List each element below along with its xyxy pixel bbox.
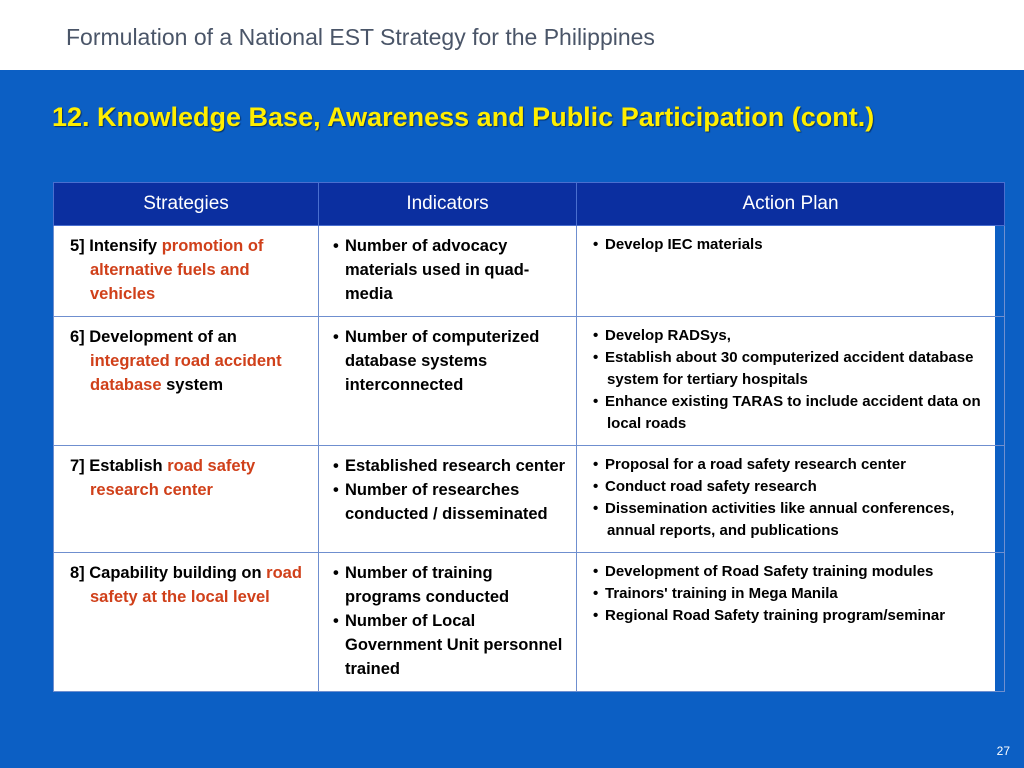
- strategy-text: [62, 561, 310, 609]
- action-item: • Establish about 30 computerized accident database system for tertiary hospitals: [593, 349, 974, 388]
- strategy-cell: [54, 317, 319, 446]
- action-item: • Regional Road Safety training program/seminar: [593, 607, 946, 624]
- strategy-highlight: integrated road accident database: [90, 352, 282, 394]
- action-item: • Conduct road safety research: [593, 478, 817, 495]
- slide-body: [0, 70, 1024, 768]
- table-header-row: [54, 183, 1005, 226]
- indicator-item: • Number of computerized database systems interconnected: [333, 328, 540, 394]
- header-strategies: Strategies: [54, 183, 319, 226]
- indicators-cell: [319, 446, 577, 553]
- header-indicators: Indicators: [319, 183, 577, 226]
- strategy-table: [53, 182, 995, 692]
- action-item: • Proposal for a road safety research center: [593, 456, 906, 473]
- action-item: • Development of Road Safety training modules: [593, 563, 934, 580]
- indicator-item: • Number of training programs conducted: [333, 564, 510, 606]
- strategy-highlight: promotion of alternative fuels and vehicles: [90, 237, 264, 303]
- strategy-prefix: 5] Intensify: [70, 237, 162, 255]
- actions-cell: [577, 553, 1005, 692]
- indicator-item: • Number of Local Government Unit personnel trained: [333, 612, 563, 678]
- strategy-text: [62, 325, 310, 397]
- indicator-item: • Number of advocacy materials used in quad-media: [333, 237, 530, 303]
- page-number: 27: [996, 744, 1010, 758]
- strategy-suffix: system: [161, 376, 224, 394]
- action-item: • Develop IEC materials: [593, 236, 763, 253]
- indicators-cell: [319, 317, 577, 446]
- table-row: [54, 317, 1005, 446]
- strategy-cell: [54, 446, 319, 553]
- table-row: [54, 226, 1005, 317]
- strategy-highlight: road safety research center: [90, 457, 256, 499]
- action-item: • Develop RADSys,: [593, 327, 731, 344]
- indicator-item: • Established research center: [333, 457, 566, 475]
- indicator-item: • Number of researches conducted / disseminated: [333, 481, 548, 523]
- slide-title: 12. Knowledge Base, Awareness and Public Participation (cont.): [52, 102, 875, 132]
- indicators-cell: [319, 226, 577, 317]
- table-row: [54, 553, 1005, 692]
- header-bar: [0, 0, 1024, 70]
- indicators-cell: [319, 553, 577, 692]
- action-item: • Enhance existing TARAS to include accident data on local roads: [593, 393, 981, 432]
- strategy-cell: [54, 226, 319, 317]
- presentation-title: Formulation of a National EST Strategy for the Philippines: [66, 24, 655, 50]
- table-row: [54, 446, 1005, 553]
- actions-cell: [577, 446, 1005, 553]
- action-item: • Dissemination activities like annual conferences, annual reports, and publications: [593, 500, 955, 539]
- strategy-highlight: road safety at the local level: [90, 564, 302, 606]
- strategy-text: [62, 234, 310, 306]
- actions-cell: [577, 226, 1005, 317]
- strategy-text: [62, 454, 310, 502]
- header-action-plan: Action Plan: [577, 183, 1005, 226]
- strategy-cell: [54, 553, 319, 692]
- action-item: • Trainors' training in Mega Manila: [593, 585, 838, 602]
- strategy-prefix: 6] Development of an: [70, 328, 237, 346]
- strategy-prefix: 8] Capability building on: [70, 564, 267, 582]
- strategy-prefix: 7] Establish: [70, 457, 168, 475]
- actions-cell: [577, 317, 1005, 446]
